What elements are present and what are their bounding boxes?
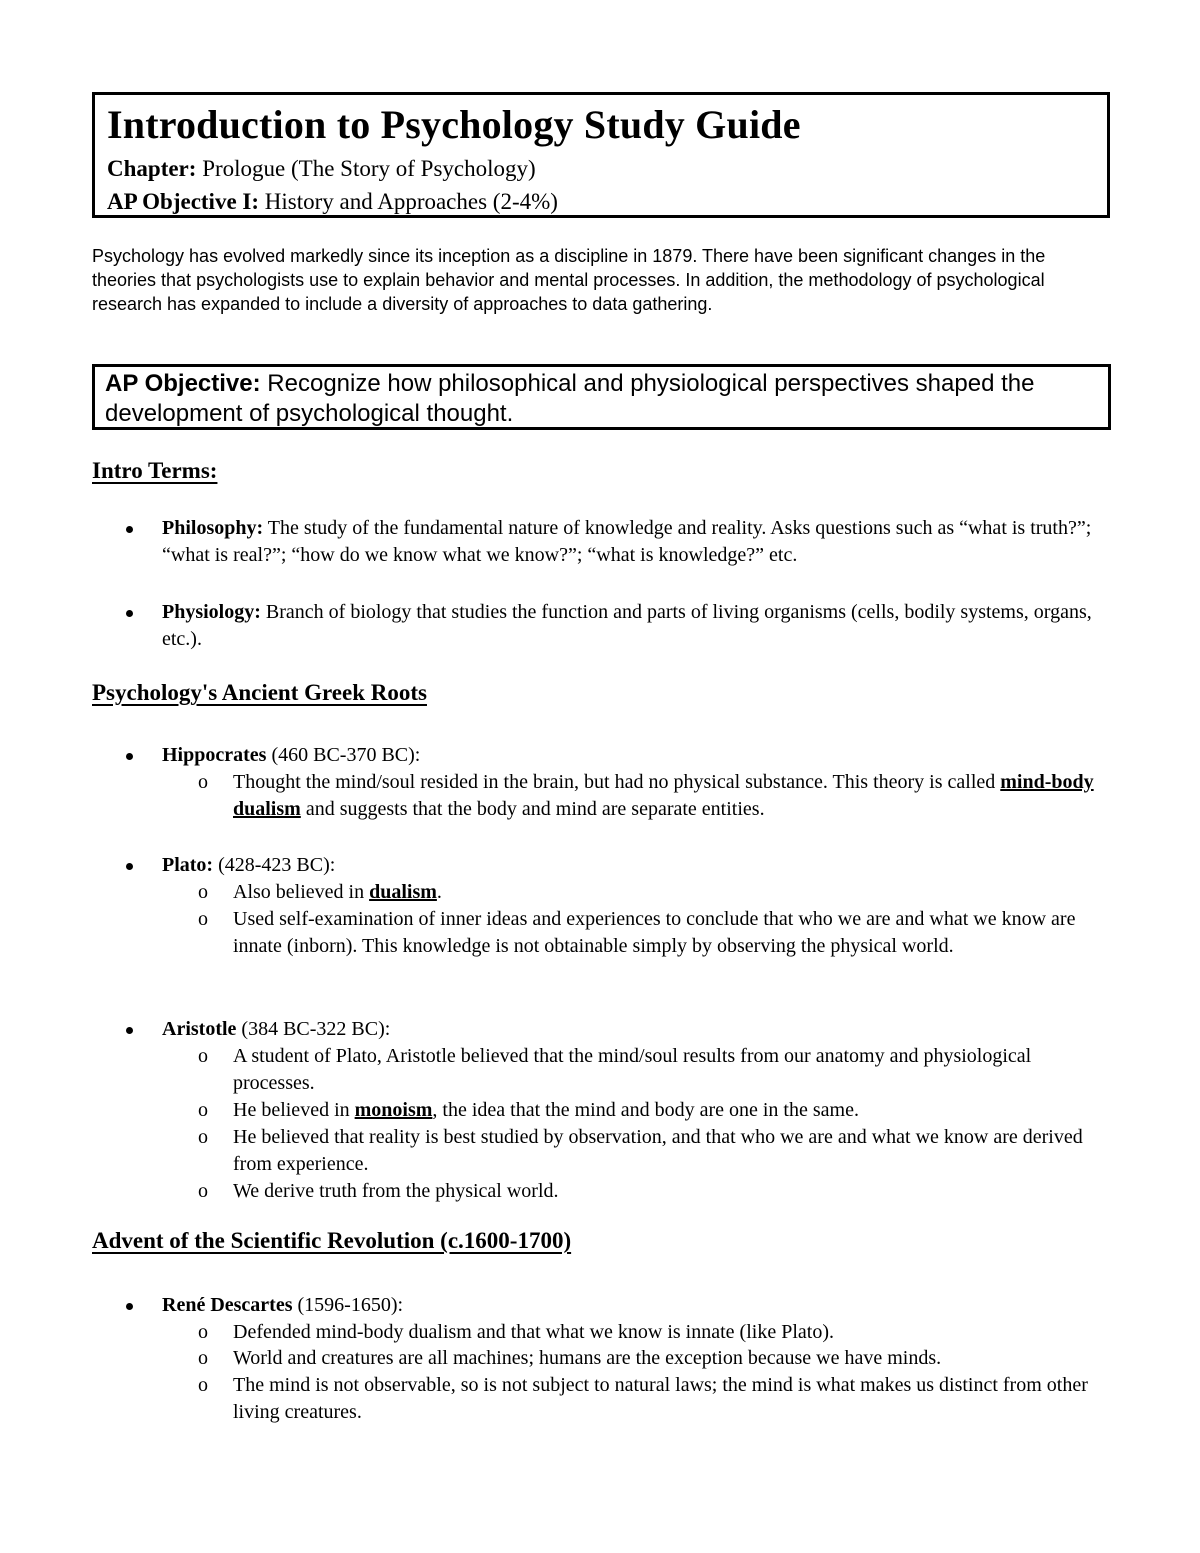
term-philosophy: Philosophy: xyxy=(162,517,264,539)
ap-objective-box xyxy=(92,364,1111,430)
aristotle-point-3: He believed that reality is best studied by observation, and that who we are and what we know are derived from experience. xyxy=(233,1126,1083,1175)
intro-paragraph: Psychology has evolved markedly since its inception as a discipline in 1879. There have been significant changes in the theories that psychologists use to explain behavior and mental processes. In addition, the methodology of psychological research has expanded to include a diversity of approaches to data gathering. xyxy=(92,246,1046,314)
term-monoism: monoism xyxy=(354,1099,433,1121)
page-title: Introduction to Psychology Study Guide xyxy=(107,102,801,147)
greek-roots-heading: Psychology's Ancient Greek Roots xyxy=(92,680,427,705)
name-descartes: René Descartes xyxy=(162,1294,293,1316)
philosophy-definition: The study of the fundamental nature of knowledge and reality. Asks questions such as “what is truth?”; “what is real?”; “how do we know what we know?”; “what is knowledge?” etc. xyxy=(162,517,1092,566)
ap-objective-text: Recognize how philosophical and physiological perspectives shaped the development of psychological thought. xyxy=(105,370,1035,427)
circle-bullet-icon: o xyxy=(198,1347,208,1369)
circle-bullet-icon: o xyxy=(198,1321,208,1343)
term-physiology: Physiology: xyxy=(162,601,261,623)
descartes-dates: (1596-1650): xyxy=(297,1294,404,1316)
bullet-icon xyxy=(126,1303,133,1310)
hippocrates-point-1-b: and suggests that the body and mind are separate entities. xyxy=(305,798,765,820)
ap-objective-text-line xyxy=(105,369,1095,429)
circle-bullet-icon: o xyxy=(198,771,208,793)
plato-dates: (428-423 BC): xyxy=(218,854,336,876)
objective-label: AP Objective I: xyxy=(107,189,260,214)
circle-bullet-icon: o xyxy=(198,1099,208,1121)
bullet-icon xyxy=(126,526,133,533)
objective-value: History and Approaches (2-4%) xyxy=(264,189,558,214)
circle-bullet-icon: o xyxy=(198,908,208,930)
chapter-line xyxy=(107,156,536,182)
ap-objective-label: AP Objective: xyxy=(105,370,261,397)
bullet-icon xyxy=(126,1027,133,1034)
descartes-point-2: World and creatures are all machines; humans are the exception because we have minds. xyxy=(233,1347,942,1369)
name-aristotle: Aristotle xyxy=(162,1018,237,1040)
term-mind-body-dualism: mind-body dualism xyxy=(233,771,1094,820)
aristotle-point-2-a: He believed in xyxy=(233,1099,350,1121)
plato-point-1-b: . xyxy=(436,881,442,903)
hippocrates-dates: (460 BC-370 BC): xyxy=(271,744,421,766)
title-box xyxy=(92,92,1110,218)
descartes-point-1: Defended mind-body dualism and that what we know is innate (like Plato). xyxy=(233,1321,834,1343)
chapter-label: Chapter: xyxy=(107,156,197,181)
circle-bullet-icon: o xyxy=(198,1126,208,1148)
hippocrates-point-1-a: Thought the mind/soul resided in the brain, but had no physical substance. This theory is called xyxy=(233,771,996,793)
plato-point-1-a: Also believed in xyxy=(233,881,365,903)
circle-bullet-icon: o xyxy=(198,881,208,903)
bullet-icon xyxy=(126,863,133,870)
bullet-icon xyxy=(126,753,133,760)
scientific-revolution-heading: Advent of the Scientific Revolution (c.1600-1700) xyxy=(92,1228,572,1253)
descartes-point-3: The mind is not observable, so is not subject to natural laws; the mind is what makes us distinct from other living creatures. xyxy=(233,1374,1088,1423)
aristotle-point-1: A student of Plato, Aristotle believed that the mind/soul results from our anatomy and physiological processes. xyxy=(233,1045,1032,1094)
term-dualism: dualism xyxy=(369,881,437,903)
aristotle-point-4: We derive truth from the physical world. xyxy=(233,1180,559,1202)
name-plato: Plato: xyxy=(162,854,214,876)
aristotle-dates: (384 BC-322 BC): xyxy=(241,1018,391,1040)
bullet-icon xyxy=(126,610,133,617)
plato-point-2: Used self-examination of inner ideas and experiences to conclude that who we are and what we know are innate (inborn). This knowledge is not obtainable simply by observing the physical world. xyxy=(233,908,1076,957)
physiology-definition: Branch of biology that studies the function and parts of living organisms (cells, bodily systems, organs, etc.). xyxy=(162,601,1092,650)
circle-bullet-icon: o xyxy=(198,1180,208,1202)
intro-terms-heading: Intro Terms: xyxy=(92,458,218,483)
objective-line xyxy=(107,189,558,215)
circle-bullet-icon: o xyxy=(198,1374,208,1396)
name-hippocrates: Hippocrates xyxy=(162,744,267,766)
circle-bullet-icon: o xyxy=(198,1045,208,1067)
chapter-value: Prologue (The Story of Psychology) xyxy=(202,156,536,181)
aristotle-point-2-b: , the idea that the mind and body are one in the same. xyxy=(432,1099,859,1121)
